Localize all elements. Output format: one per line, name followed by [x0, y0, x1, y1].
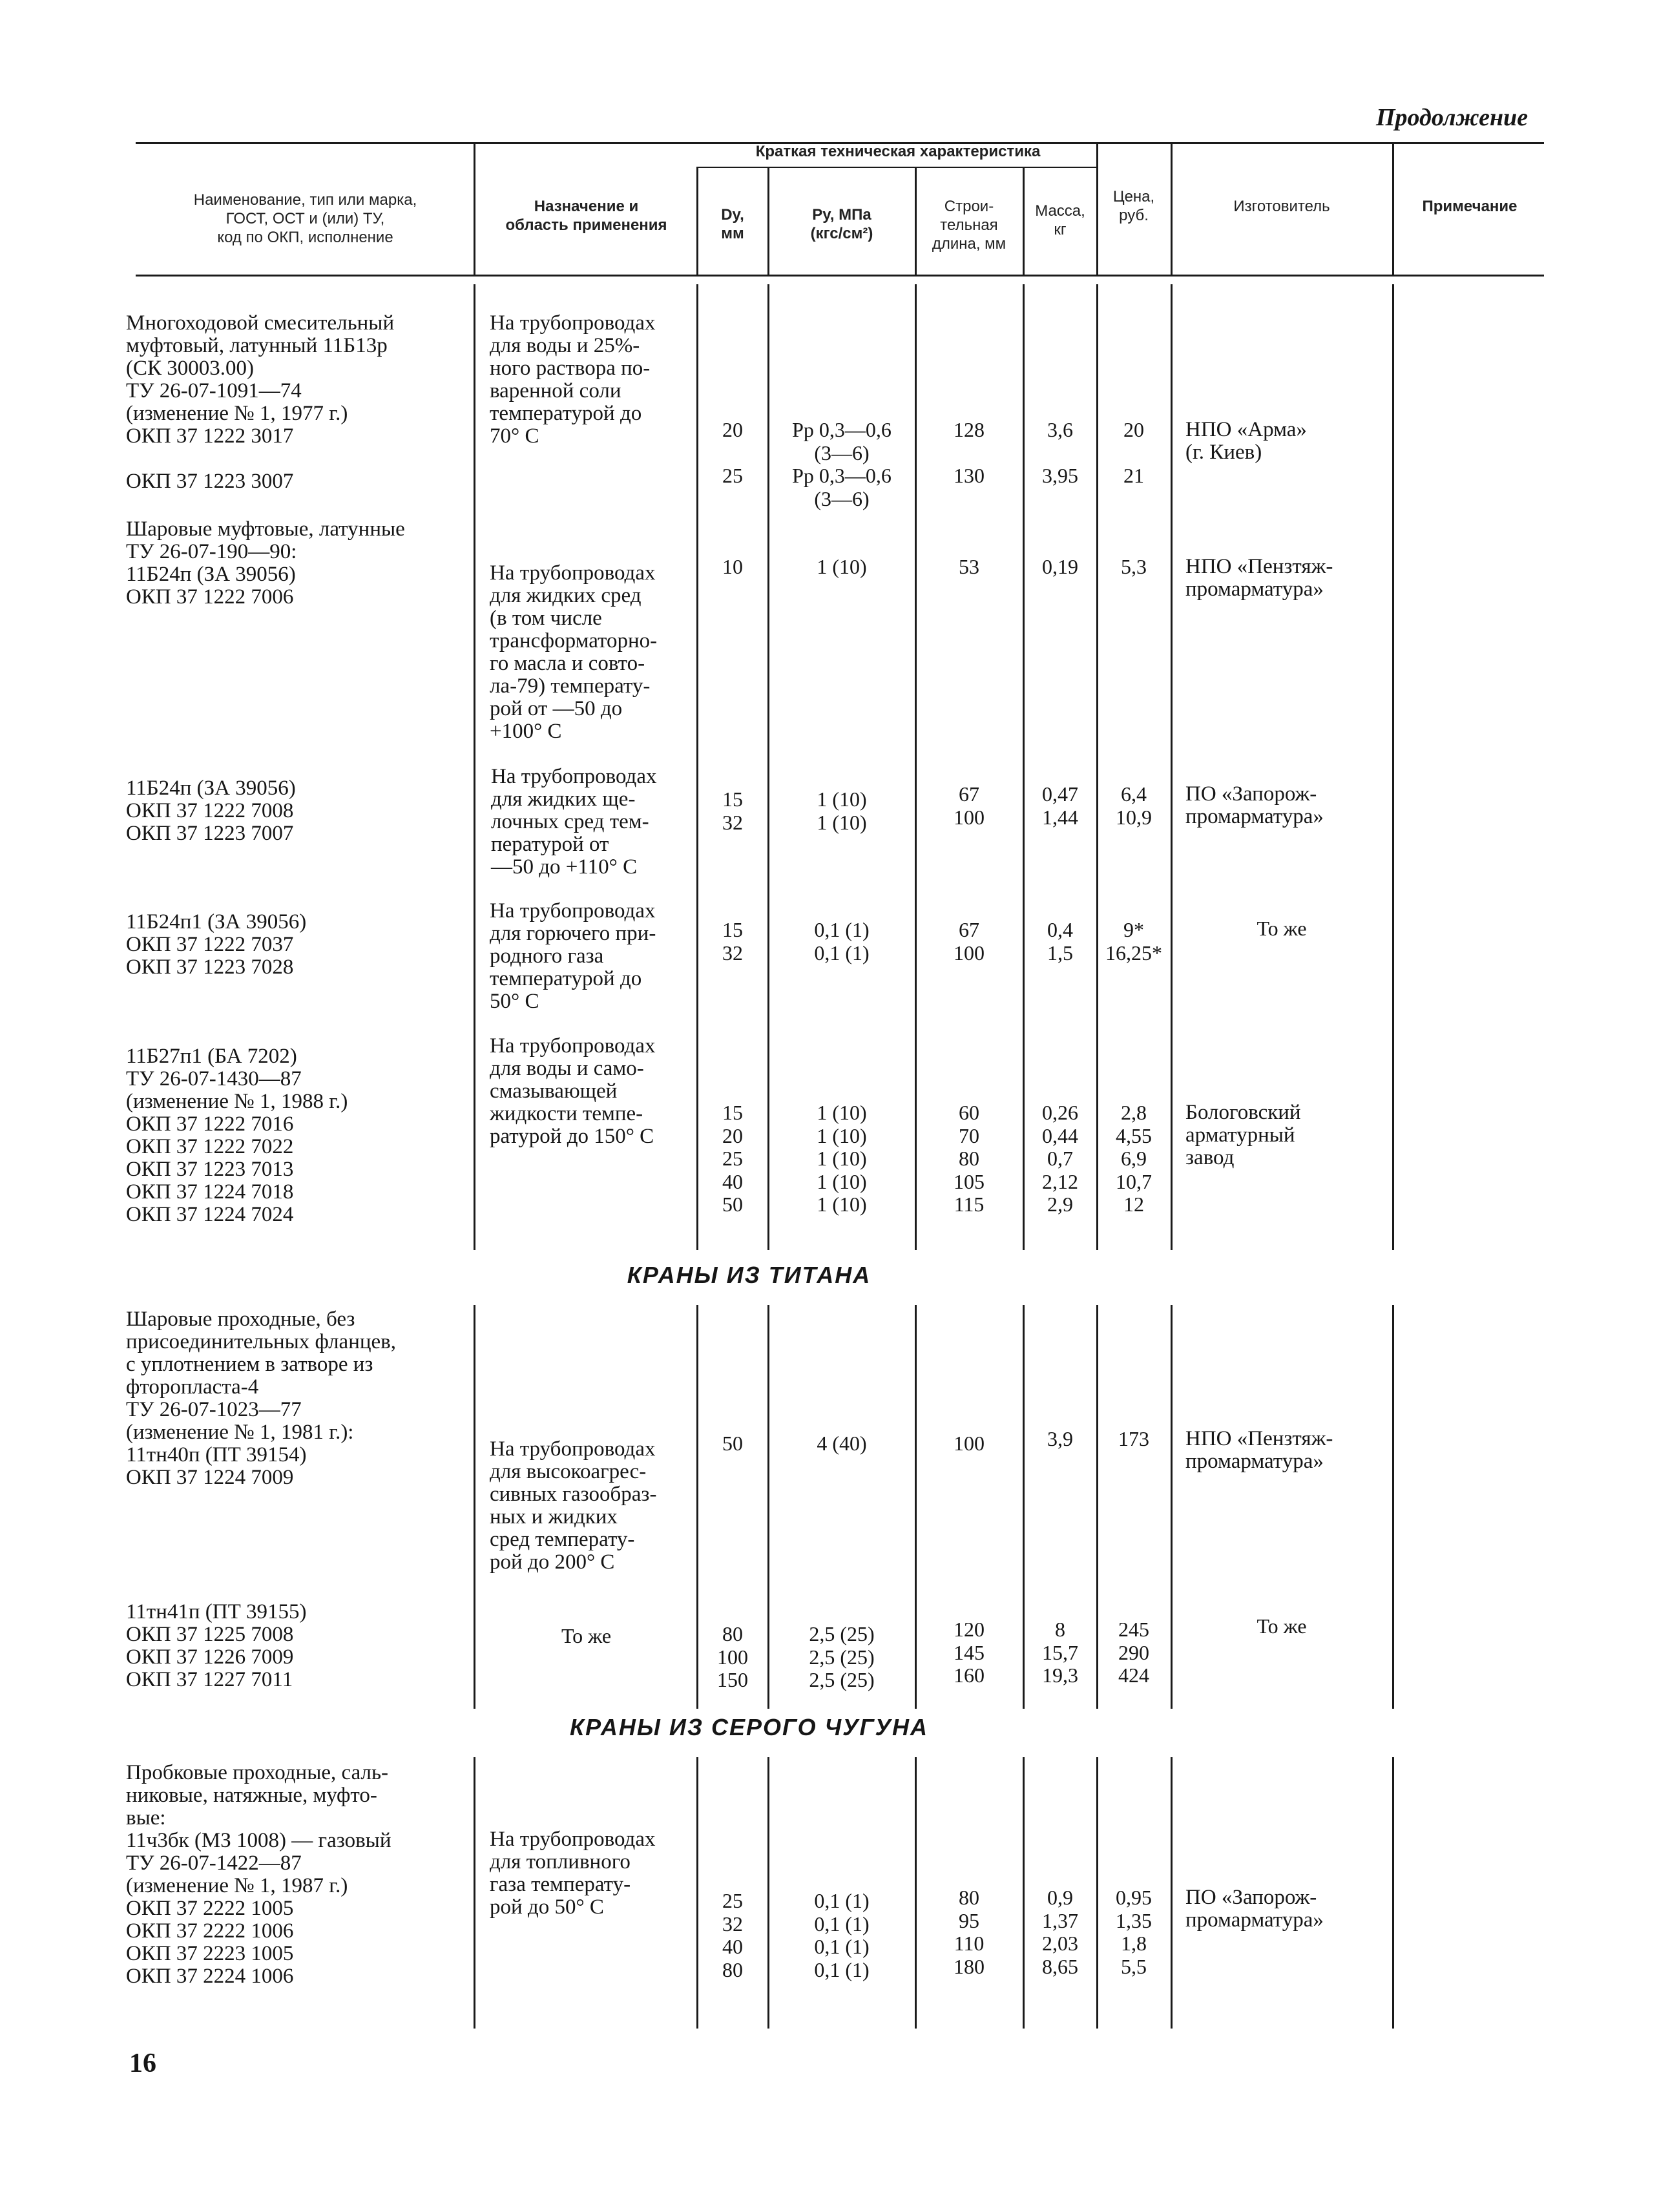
row-5-price: 173	[1118, 1427, 1149, 1450]
col-divider-header-8	[1392, 142, 1394, 275]
row-3-py: 0,1 (1) 0,1 (1)	[814, 918, 870, 965]
col-divider-c8	[1392, 1757, 1394, 2029]
row-6-purpose: То же	[561, 1624, 612, 1647]
row-4-price: 2,8 4,55 6,9 10,7 12	[1116, 1101, 1152, 1216]
col-divider-t1	[474, 1305, 475, 1709]
row-3-purpose: На трубопроводах для горючего при- родного газа температурой до 50° С	[490, 899, 656, 1013]
row-1-py: 1 (10)	[817, 555, 867, 578]
row-7-name: Пробковые проходные, саль- никовые, натяжные, муфто- вые: 11ч3бк (МЗ 1008) — газовый ТУ 26-07-1422—87 (изменение № 1, 1987 г.) ОКП 37 2222 1005 ОКП 37 2222 1006 ОКП 37 2223 1005 ОКП 37 2224 1006	[126, 1761, 391, 1988]
row-4-dy: 15 20 25 40 50	[722, 1101, 743, 1216]
col-divider-t3	[767, 1305, 769, 1709]
header-py: Pу, МПа (кгс/см²)	[810, 206, 873, 242]
col-divider-t2	[696, 1305, 698, 1709]
header-name: Наименование, тип или марка, ГОСТ, ОСТ и (или) ТУ, код по ОКП, исполнение	[193, 191, 417, 246]
row-2-purpose: На трубопроводах для жидких ще- лочных сред тем- пературой от —50 до +110° С	[491, 765, 657, 879]
row-4-py: 1 (10) 1 (10) 1 (10) 1 (10) 1 (10)	[817, 1101, 867, 1216]
header-brief-characteristics: Краткая техническая характеристика	[755, 143, 1041, 160]
col-divider-t4	[915, 1305, 917, 1709]
row-2-name: 11Б24п (ЗА 39056) ОКП 37 1222 7008 ОКП 37 1223 7007	[126, 777, 296, 845]
row-1-length: 53	[959, 555, 979, 578]
row-3-mass: 0,4 1,5	[1047, 918, 1073, 965]
col-divider-header-1	[474, 142, 475, 275]
col-divider-7	[1171, 284, 1173, 1250]
row-3-length: 67 100	[954, 918, 985, 965]
header-purpose: Назначение и область применения	[505, 198, 667, 234]
row-0-dy: 20 25	[722, 418, 743, 487]
row-5-maker: НПО «Пензтяж- промарматура»	[1185, 1427, 1333, 1473]
row-0-mass: 3,6 3,95	[1042, 418, 1078, 487]
row-0-length: 128 130	[954, 418, 985, 487]
row-2-dy: 15 32	[722, 788, 743, 834]
row-7-dy: 25 32 40 80	[722, 1889, 743, 1981]
row-2-maker: ПО «Запорож- промарматура»	[1185, 782, 1324, 828]
row-6-length: 120 145 160	[954, 1618, 985, 1687]
row-0-price: 20 21	[1123, 418, 1144, 487]
col-divider-c2	[696, 1757, 698, 2029]
col-divider-3	[767, 284, 769, 1250]
header-bottom-rule	[136, 275, 1544, 276]
col-divider-header-2	[696, 167, 698, 275]
col-divider-2	[696, 284, 698, 1250]
row-6-price: 245 290 424	[1118, 1618, 1149, 1687]
col-divider-t7	[1171, 1305, 1173, 1709]
row-0-purpose: На трубопроводах для воды и 25%- ного раствора по- варенной соли температурой до 70° С	[490, 311, 656, 448]
col-divider-8	[1392, 284, 1394, 1250]
row-2-py: 1 (10) 1 (10)	[817, 788, 867, 834]
row-1-mass: 0,19	[1042, 555, 1078, 578]
continuation-label: Продолжение	[1376, 104, 1528, 131]
header-note: Примечание	[1422, 198, 1517, 215]
row-2-mass: 0,47 1,44	[1042, 782, 1078, 829]
row-6-py: 2,5 (25) 2,5 (25) 2,5 (25)	[809, 1622, 875, 1691]
row-4-name: 11Б27п1 (БА 7202) ТУ 26-07-1430—87 (изменение № 1, 1988 г.) ОКП 37 1222 7016 ОКП 37 1222 7022 ОКП 37 1223 7013 ОКП 37 1224 7018 ОКП 37 1224 7024	[126, 1045, 348, 1226]
col-divider-header-7	[1171, 142, 1173, 275]
row-4-maker: Бологовский арматурный завод	[1185, 1101, 1301, 1169]
row-7-price: 0,95 1,35 1,8 5,5	[1116, 1886, 1152, 1978]
row-1-purpose: На трубопроводах для жидких сред (в том числе трансформаторно- го масла и совто- ла-79) температу- рой от —50 до +100° С	[490, 561, 658, 743]
col-divider-c7	[1171, 1757, 1173, 2029]
row-6-dy: 80 100 150	[717, 1622, 748, 1691]
section-title-titanium: КРАНЫ ИЗ ТИТАНА	[627, 1262, 871, 1288]
col-divider-c4	[915, 1757, 917, 2029]
row-4-mass: 0,26 0,44 0,7 2,12 2,9	[1042, 1101, 1078, 1216]
row-1-maker: НПО «Пензтяж- промарматура»	[1185, 555, 1333, 601]
col-divider-header-3	[767, 167, 769, 275]
row-0-maker: НПО «Арма» (г. Киев)	[1185, 418, 1307, 464]
header-price: Цена, руб.	[1112, 188, 1155, 224]
header-length: Строи- тельная длина, мм	[932, 198, 1006, 253]
row-5-purpose: На трубопроводах для высокоагрес- сивных газообраз- ных и жидких сред температу- рой до 200° С	[490, 1437, 657, 1574]
row-4-length: 60 70 80 105 115	[954, 1101, 985, 1216]
row-7-purpose: На трубопроводах для топливного газа температу- рой до 50° С	[490, 1828, 656, 1919]
col-divider-4	[915, 284, 917, 1250]
row-6-name: 11тн41п (ПТ 39155) ОКП 37 1225 7008 ОКП 37 1226 7009 ОКП 37 1227 7011	[126, 1600, 307, 1691]
page-number: 16	[129, 2049, 156, 2078]
row-5-dy: 50	[722, 1432, 743, 1455]
row-1-dy: 10	[722, 555, 743, 578]
header-maker: Изготовитель	[1233, 198, 1330, 215]
row-3-price: 9* 16,25*	[1105, 918, 1162, 965]
col-divider-c3	[767, 1757, 769, 2029]
col-divider-c1	[474, 1757, 475, 2029]
row-3-maker: То же	[1257, 917, 1307, 940]
row-3-name: 11Б24п1 (ЗА 39056) ОКП 37 1222 7037 ОКП 37 1223 7028	[126, 910, 307, 979]
row-7-py: 0,1 (1) 0,1 (1) 0,1 (1) 0,1 (1)	[814, 1889, 870, 1981]
row-6-mass: 8 15,7 19,3	[1042, 1618, 1078, 1687]
row-5-mass: 3,9	[1047, 1427, 1073, 1450]
col-divider-t8	[1392, 1305, 1394, 1709]
row-0-name: Многоходовой смесительный муфтовый, латунный 11Б13р (СК 30003.00) ТУ 26-07-1091—74 (изменение № 1, 1977 г.) ОКП 37 1222 3017 ОКП 37 1223 3007	[126, 311, 395, 493]
row-1-price: 5,3	[1121, 555, 1147, 578]
row-7-mass: 0,9 1,37 2,03 8,65	[1042, 1886, 1078, 1978]
row-6-maker: То же	[1257, 1614, 1307, 1638]
row-5-py: 4 (40)	[817, 1432, 867, 1455]
header-mass: Масса, кг	[1035, 202, 1085, 238]
col-divider-1	[474, 284, 475, 1250]
col-divider-header-4	[915, 167, 917, 275]
row-0-py: Pр 0,3—0,6 (3—6) Pр 0,3—0,6 (3—6)	[792, 418, 892, 510]
brief-char-underline	[698, 167, 1098, 168]
row-4-purpose: На трубопроводах для воды и само- смазывающей жидкости темпе- ратурой до 150° С	[490, 1034, 656, 1148]
row-2-length: 67 100	[954, 782, 985, 829]
row-7-length: 80 95 110 180	[954, 1886, 985, 1978]
row-5-length: 100	[954, 1432, 985, 1455]
header-dy: Dу, мм	[721, 206, 744, 242]
row-7-maker: ПО «Запорож- промарматура»	[1185, 1886, 1324, 1932]
row-2-price: 6,4 10,9	[1116, 782, 1152, 829]
row-5-name: Шаровые проходные, без присоединительных фланцев, с уплотнением в затворе из фторопласта-4 ТУ 26-07-1023—77 (изменение № 1, 1981 г.): 11тн40п (ПТ 39154) ОКП 37 1224 7009	[126, 1308, 396, 1489]
row-3-dy: 15 32	[722, 918, 743, 965]
row-1-name: Шаровые муфтовые, латунные ТУ 26-07-190—90: 11Б24п (ЗА 39056) ОКП 37 1222 7006	[126, 517, 405, 609]
section-title-cast-iron: КРАНЫ ИЗ СЕРОГО ЧУГУНА	[570, 1714, 928, 1740]
